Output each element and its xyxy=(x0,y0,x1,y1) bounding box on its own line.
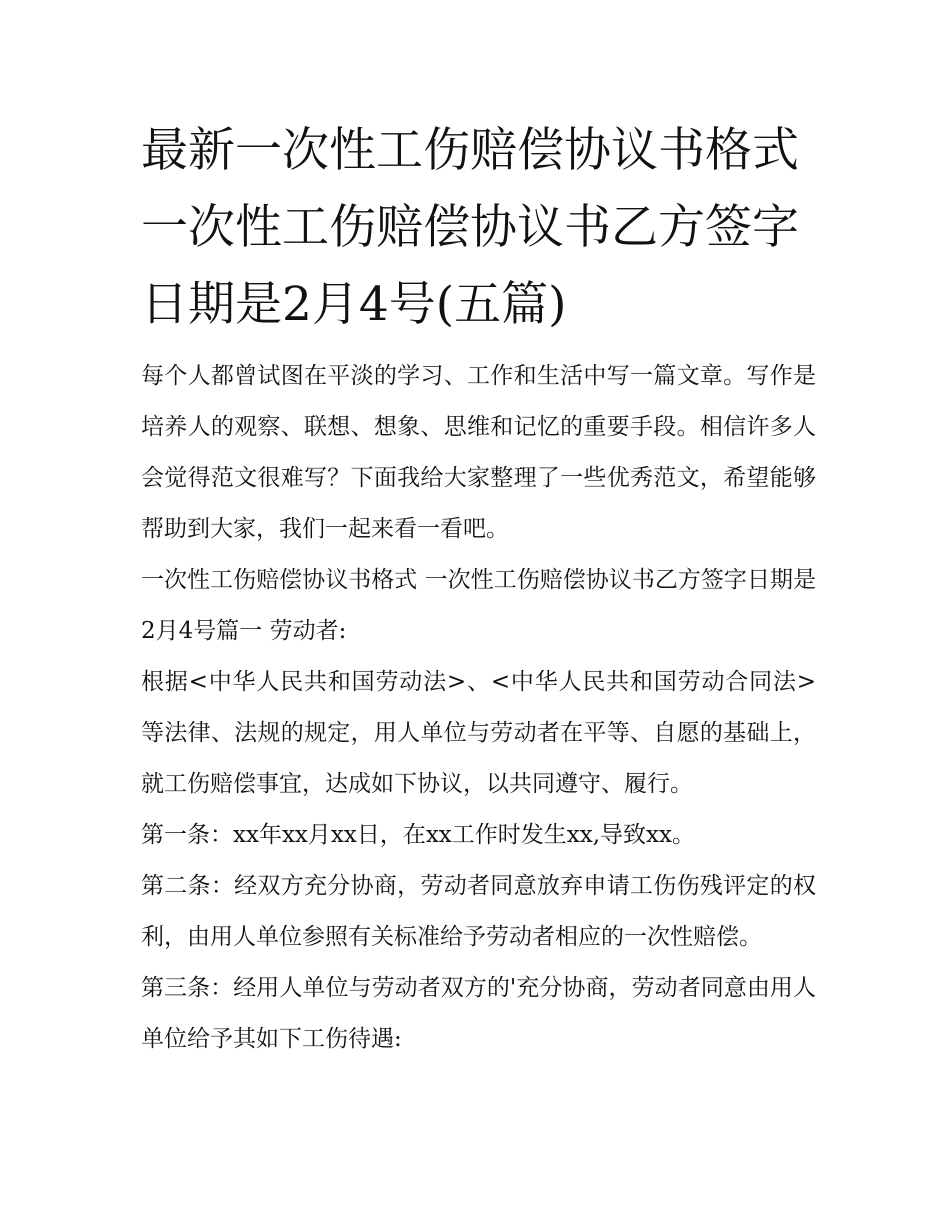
article-two-paragraph: 第二条：经双方充分协商，劳动者同意放弃申请工伤伤残评定的权利，由用人单位参照有关标准给予劳动者相应的一次性赔偿。 xyxy=(141,873,816,950)
document-title: 最新一次性工伤赔偿协议书格式 一次性工伤赔偿协议书乙方签字日期是2月4号(五篇) xyxy=(141,123,799,332)
article-three-paragraph: 第三条：经用人单位与劳动者双方的'充分协商，劳动者同意由用人单位给予其如下工伤待遇: xyxy=(141,975,816,1052)
section-heading-paragraph: 一次性工伤赔偿协议书格式 一次性工伤赔偿协议书乙方签字日期是2月4号篇一 劳动者: xyxy=(141,567,816,644)
legal-basis-paragraph: 根据<中华人民共和国劳动法>、<中华人民共和国劳动合同法>等法律、法规的规定，用人单位与劳动者在平等、自愿的基础上，就工伤赔偿事宜，达成如下协议，以共同遵守、履行。 xyxy=(141,669,816,797)
document-body xyxy=(141,112,816,1065)
article-one-paragraph: 第一条：xx年xx月xx日，在xx工作时发生xx,导致xx。 xyxy=(141,822,695,848)
intro-paragraph: 每个人都曾试图在平淡的学习、工作和生活中写一篇文章。写作是培养人的观察、联想、想象、思维和记忆的重要手段。相信许多人会觉得范文很难写？下面我给大家整理了一些优秀范文，希望能够帮助到大家，我们一起来看一看吧。 xyxy=(141,363,816,542)
